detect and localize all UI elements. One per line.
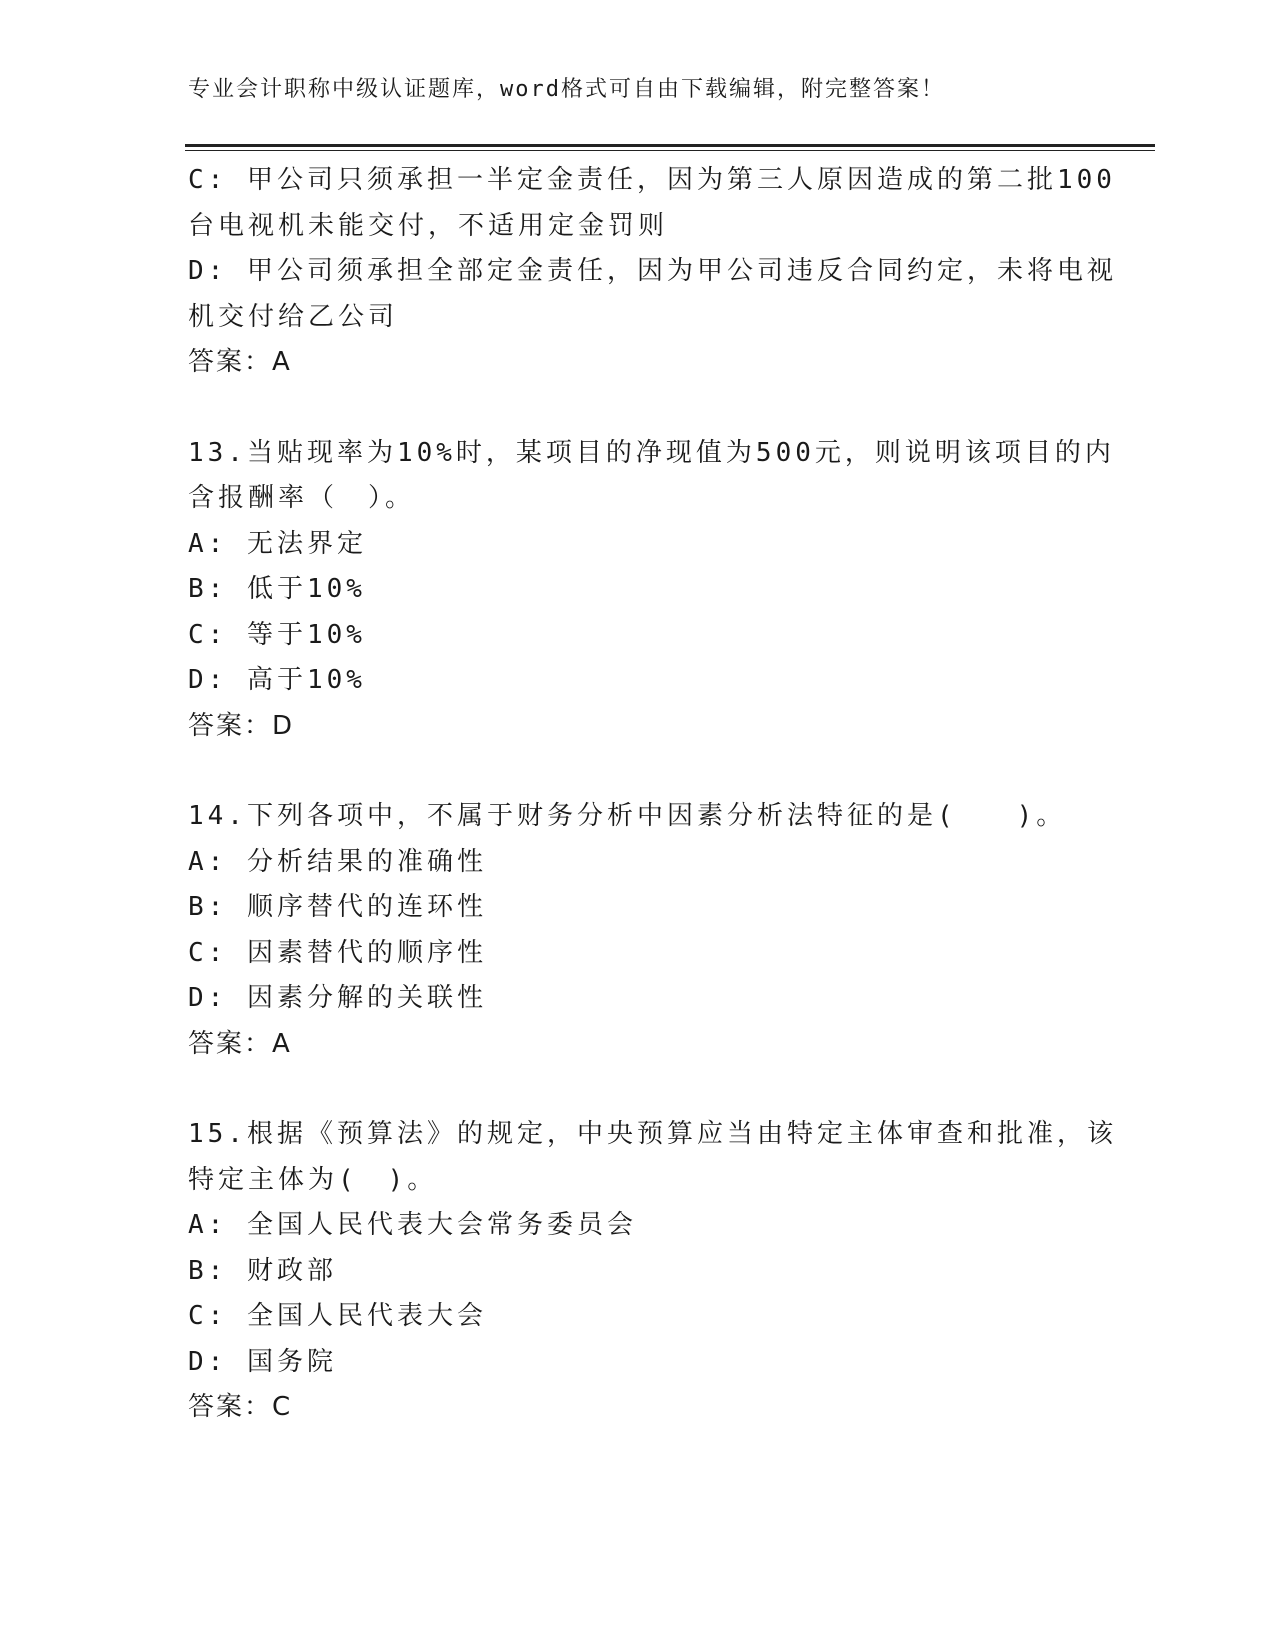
- question-stem: 特定主体为( )。: [188, 1164, 438, 1195]
- document-body: [188, 158, 1117, 1431]
- question-stem: 13.当贴现率为10%时，某项目的净现值为500元，则说明该项目的内: [188, 437, 1115, 468]
- option-a: A: 无法界定: [188, 528, 367, 559]
- option-d: D: 高于10%: [188, 665, 366, 695]
- question-stem: 15.根据《预算法》的规定，中央预算应当由特定主体审查和批准，该: [188, 1119, 1117, 1149]
- option-c: C: 因素替代的顺序性: [188, 937, 487, 968]
- option-text: 机交付给乙公司: [188, 301, 399, 332]
- option-a: A: 分析结果的准确性: [188, 846, 487, 877]
- option-b: B: 顺序替代的连环性: [188, 892, 487, 922]
- answer: 答案：A: [188, 347, 292, 377]
- option-b: B: 财政部: [188, 1255, 337, 1286]
- option-text: D: 甲公司须承担全部定金责任，因为甲公司违反合同约定，未将电视: [188, 256, 1117, 286]
- option-text: C: 甲公司只须承担一半定金责任，因为第三人原因造成的第二批100: [188, 165, 1116, 195]
- page-header: 专业会计职称中级认证题库，word格式可自由下载编辑，附完整答案！: [188, 77, 945, 102]
- option-d: D: 国务院: [188, 1346, 337, 1377]
- header-divider: [185, 144, 1155, 151]
- option-b: B: 低于10%: [188, 574, 366, 604]
- option-d: D: 因素分解的关联性: [188, 983, 487, 1013]
- answer: 答案：D: [188, 710, 295, 741]
- question-14: [188, 794, 1088, 1067]
- question-15: [188, 1112, 1117, 1431]
- question-stem: 14.下列各项中，不属于财务分析中因素分析法特征的是( )。: [188, 801, 1067, 831]
- question-12-tail: [188, 158, 1117, 386]
- answer: 答案：A: [188, 1028, 292, 1059]
- option-text: 台电视机未能交付，不适用定金罚则: [188, 210, 669, 241]
- question-13: [188, 431, 1115, 750]
- option-a: A: 全国人民代表大会常务委员会: [188, 1210, 637, 1240]
- option-c: C: 全国人民代表大会: [188, 1301, 487, 1331]
- option-c: C: 等于10%: [188, 619, 366, 650]
- question-stem: 含报酬率（ ）。: [188, 483, 416, 513]
- answer: 答案：C: [188, 1392, 293, 1422]
